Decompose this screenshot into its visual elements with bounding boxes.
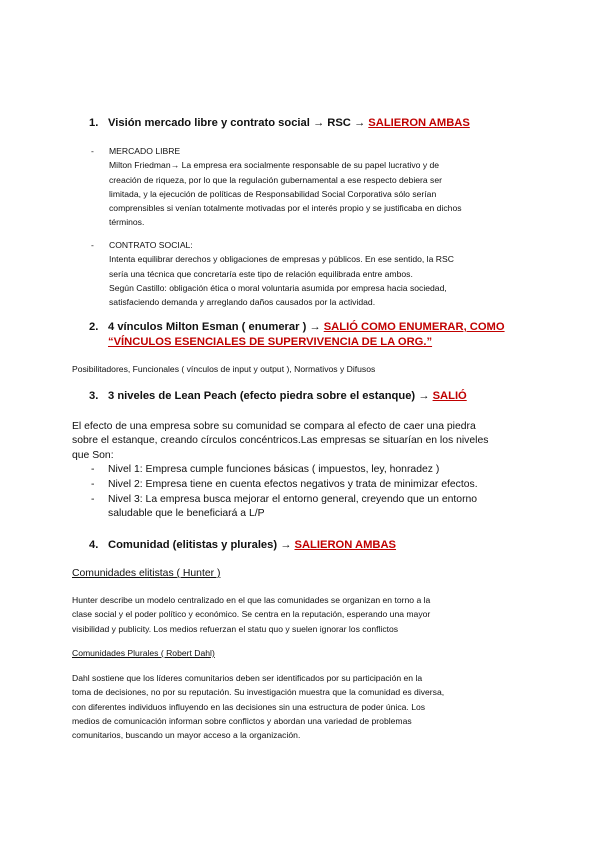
section-3-result: SALIÓ (432, 390, 467, 402)
nivel-3-text-continued: saludable que le beneficiará a L/P (108, 508, 265, 520)
elitistas-line: Hunter describe un modelo centralizado en el que las comunidades se organizan en torno a la (72, 595, 431, 605)
elitistas-paragraph (72, 593, 542, 636)
section-1-result: SALIERON AMBAS (368, 117, 470, 129)
section-2-result: SALIÓ COMO ENUMERAR, COMO (323, 321, 505, 333)
mercado-libre-line: Milton Friedman→ La empresa era socialmente responsable de su papel lucrativo y de (109, 160, 440, 171)
efecto-line: sobre el estanque, creando círculos concéntricos.Las empresas se situarían en los niveles (72, 435, 489, 447)
mercado-libre-line: comprensibles si venían totalmente motivadas por el interés propio y se justificaba en dichos (109, 203, 462, 214)
plurales-line: comunitarios, buscando un mayor acceso a la organización. (72, 730, 301, 741)
plurales-line: toma de decisiones, no por su reputación. Su investigación muestra que la comunidad es diversa, (72, 687, 445, 698)
plurales-title: Comunidades Plurales ( Robert Dahl) (72, 648, 215, 658)
section-4-number: 4. (89, 539, 99, 551)
vinculos-list: Posibilitadores, Funcionales ( vínculos de input y output ), Normativos y Difusos (72, 364, 376, 374)
bullet-dash: - (91, 479, 95, 490)
plurales-paragraph (72, 671, 542, 742)
section-1-number: 1. (89, 117, 99, 129)
section-2-title: 4 vínculos Milton Esman ( enumerar ) → (108, 321, 324, 333)
bullet-dash: - (91, 146, 94, 156)
plurales-line: medios de comunicación informan sobre conflictos y abordan una variedad de problemas (72, 715, 412, 726)
plurales-line: Dahl sostiene que los líderes comunitarios deben ser identificados por su participación en la (72, 673, 423, 683)
efecto-paragraph (72, 420, 542, 463)
contrato-social-line: Según Castillo: obligación ética o moral voluntaria asumida por empresa hacia sociedad, (109, 282, 447, 293)
section-2-number: 2. (89, 321, 99, 333)
section-4-heading (89, 538, 396, 552)
efecto-line: que Son: (72, 449, 114, 461)
section-3-number: 3. (89, 390, 99, 402)
nivel-2-text: Nivel 2: Empresa tiene en cuenta efectos negativos y trata de minimizar efectos. (108, 479, 478, 490)
contrato-social-line: Intenta equilibrar derechos y obligaciones de empresas y públicos. En ese sentido, la RSC (109, 254, 454, 265)
mercado-libre-line: términos. (109, 217, 145, 228)
section-1-heading (89, 116, 470, 130)
elitistas-line: clase social y el poder político y económico. Se centra en la reputación, esperando una mayor (72, 609, 431, 620)
section-1-title: Visión mercado libre y contrato social → RSC → (108, 117, 369, 129)
bullet-dash: - (91, 494, 95, 505)
section-2-result-continued (108, 335, 432, 349)
bullet-dash: - (91, 240, 94, 250)
plurales-line: con diferentes individuos influyendo en las decisiones sin una estructura de poder única. Los (72, 701, 426, 712)
bullet-dash: - (91, 464, 95, 475)
nivel-1-text: Nivel 1: Empresa cumple funciones básicas ( impuestos, ley, honradez ) (108, 464, 440, 475)
section-2-heading (89, 320, 505, 334)
section-4-result: SALIERON AMBAS (294, 539, 397, 551)
contrato-social-title: CONTRATO SOCIAL: (109, 240, 193, 250)
nivel-3-text: Nivel 3: La empresa busca mejorar el entorno general, creyendo que un entorno (108, 494, 478, 505)
mercado-libre-title: MERCADO LIBRE (109, 146, 181, 156)
elitistas-line: visibilidad y publicity. Los medios refuerzan el statu quo y suelen ignorar los conflictos (72, 623, 399, 634)
elitistas-title: Comunidades elitistas ( Hunter ) (72, 568, 221, 579)
efecto-line: El efecto de una empresa sobre su comunidad se compara al efecto de caer una piedra (72, 421, 476, 432)
section-2-result-line2: “VÍNCULOS ESENCIALES DE SUPERVIVENCIA DE LA ORG.” (108, 336, 433, 348)
section-3-heading (89, 389, 467, 403)
mercado-libre-line: creación de riqueza, por lo que la regulación gubernamental a ese respecto debiera ser (109, 174, 442, 185)
mercado-libre-line: limitada, y la ejecución de políticas de Responsabilidad Social Corporativa sólo serían (109, 188, 437, 199)
contrato-social-line: satisfaciendo demanda y arreglando daños causados por la actividad. (109, 297, 376, 308)
section-3-title: 3 niveles de Lean Peach (efecto piedra sobre el estanque) → (108, 390, 433, 402)
section-4-title: Comunidad (elitistas y plurales) → (108, 539, 295, 551)
contrato-social-line: sería una técnica que concretaría este tipo de relación equilibrada entre ambos. (109, 268, 413, 279)
